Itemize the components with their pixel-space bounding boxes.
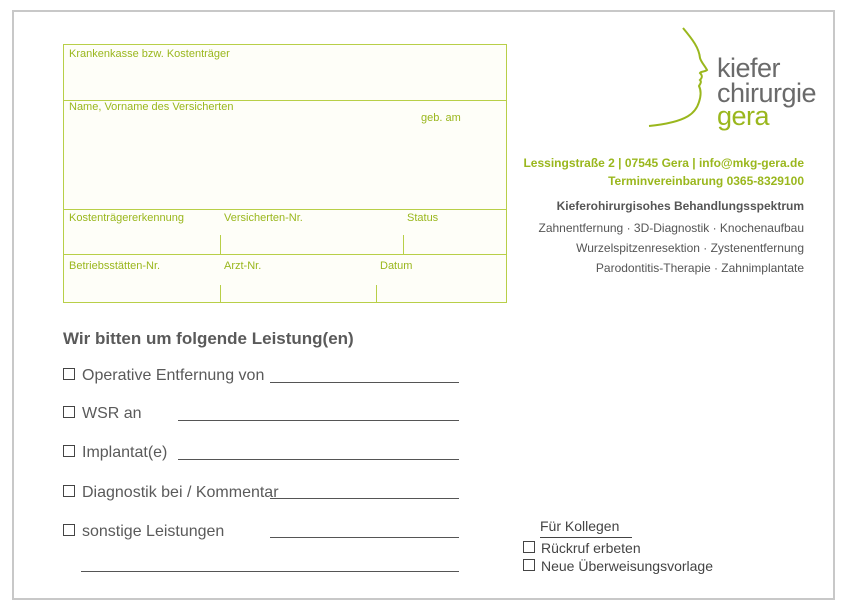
fill-in-line[interactable] [178,459,459,460]
insurer-label: Krankenkasse bzw. Kostenträger [69,48,230,60]
checkbox[interactable] [523,541,535,553]
fill-in-line[interactable] [270,537,459,538]
insured-no-label: Versicherten-Nr. [224,212,303,224]
colleague-option[interactable] [523,540,641,556]
form-divider [64,209,506,210]
fill-in-line[interactable] [81,571,459,572]
checkbox[interactable] [63,406,75,418]
request-item-label: sonstige Leistungen [82,523,225,540]
request-item[interactable] [63,367,264,385]
checkbox[interactable] [63,368,75,380]
services-line: Parodontitis-Therapie · Zahnimplantate [595,261,804,275]
logo-word-kiefer: kiefer [717,53,781,83]
request-item-label: Operative Entfernung von [82,367,265,384]
services-title: Kieferohirurgisohes Behandlungsspektrum [556,199,804,213]
address-line: Lessingstraße 2 | 07545 Gera | info@mkg-gera.de [523,156,804,170]
request-item-label: Diagnostik bei / Kommentar [82,484,279,501]
checkbox[interactable] [63,524,75,536]
birth-label: geb. am [421,112,461,124]
fill-in-line[interactable] [178,420,459,421]
request-item-label: WSR an [82,405,142,422]
request-item[interactable] [63,523,224,541]
fill-in-line[interactable] [270,382,459,383]
field-separator [220,235,221,254]
appointment-line: Terminvereinbarung 0365-8329100 [608,174,804,188]
fill-in-line[interactable] [270,498,459,499]
title-underline [540,537,632,538]
date-label: Datum [380,260,413,272]
request-heading: Wir bitten um folgende Leistung(en) [63,329,354,348]
checkbox[interactable] [63,445,75,457]
name-label: Name, Vorname des Versicherten [69,101,234,113]
insurance-form [63,44,507,303]
services-line: Wurzelspitzenresektion · Zystenentfernung [576,241,804,255]
request-item[interactable] [63,484,279,502]
field-separator [403,235,404,254]
request-item-label: Implantat(e) [82,444,168,461]
payer-id-label: Kostenträgererkennung [69,212,184,224]
site-no-label: Betriebsstätten-Nr. [69,260,161,272]
field-separator [220,285,221,303]
doctor-no-label: Arzt-Nr. [224,260,262,272]
checkbox[interactable] [63,485,75,497]
colleague-option-label: Neue Überweisungsvorlage [541,558,713,574]
request-item[interactable] [63,444,167,462]
colleagues-title: Für Kollegen [540,518,620,534]
form-divider [64,254,506,255]
status-label: Status [407,212,439,224]
colleague-option[interactable] [523,558,713,574]
request-item[interactable] [63,405,142,423]
logo-word-chirurgie: chirurgie [717,78,817,108]
logo-word-gera: gera [717,101,770,131]
face-profile-icon [645,26,715,130]
checkbox[interactable] [523,559,535,571]
services-line: Zahnentfernung · 3D-Diagnostik · Knochenaufbau [538,221,804,235]
field-separator [376,285,377,303]
colleague-option-label: Rückruf erbeten [541,540,641,556]
